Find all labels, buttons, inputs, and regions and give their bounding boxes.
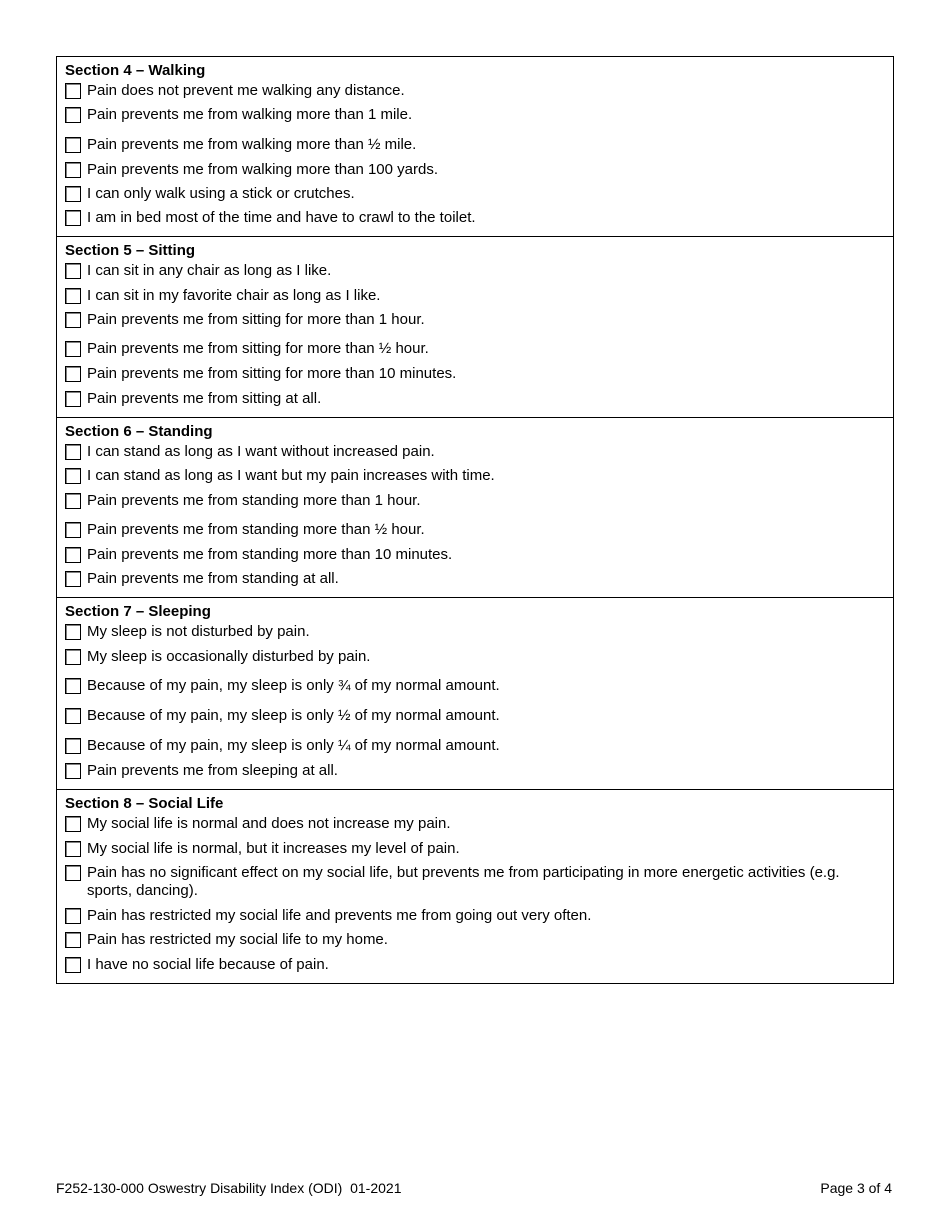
checkbox[interactable]	[65, 678, 81, 694]
section-title: Section 4 – Walking	[65, 62, 206, 79]
checkbox[interactable]	[65, 865, 81, 881]
checkbox[interactable]	[65, 493, 81, 509]
option-label: Pain prevents me from walking more than 100 yards.	[87, 160, 438, 178]
option-row	[65, 840, 885, 864]
checkbox[interactable]	[65, 107, 81, 123]
option-label: Pain has restricted my social life and prevents me from going out very often.	[87, 906, 592, 924]
questionnaire-table	[56, 56, 894, 984]
option-row	[65, 570, 885, 594]
section-title: Section 6 – Standing	[65, 422, 213, 440]
option-label: Because of my pain, my sleep is only ½ of my normal amount.	[87, 707, 500, 725]
checkbox[interactable]	[65, 932, 81, 948]
option-label: My social life is normal, but it increases my level of pain.	[87, 839, 460, 857]
checkbox[interactable]	[65, 816, 81, 832]
checkbox[interactable]	[65, 162, 81, 178]
option-label: Pain does not prevent me walking any distance.	[87, 82, 405, 99]
option-row	[65, 209, 885, 233]
page-number: Page 3 of 4	[820, 1180, 892, 1196]
option-row	[65, 672, 885, 702]
option-label: Pain prevents me from standing more than 1 hour.	[87, 491, 421, 509]
option-label: I can sit in my favorite chair as long as I like.	[87, 286, 381, 304]
option-label: Pain prevents me from walking more than 1 mile.	[87, 106, 413, 124]
checkbox[interactable]	[65, 137, 81, 153]
option-row	[65, 262, 885, 286]
checkbox[interactable]	[65, 763, 81, 779]
option-label: I can sit in any chair as long as I like.	[87, 262, 332, 280]
section-title: Section 7 – Sleeping	[65, 603, 211, 621]
option-row	[65, 931, 885, 955]
option-label: My sleep is not disturbed by pain.	[87, 623, 310, 641]
section-sleeping	[57, 597, 893, 789]
section-title: Section 8 – Social Life	[65, 795, 224, 813]
checkbox[interactable]	[65, 468, 81, 484]
checkbox[interactable]	[65, 547, 81, 563]
checkbox[interactable]	[65, 957, 81, 973]
checkbox[interactable]	[65, 341, 81, 357]
option-row	[65, 762, 885, 786]
checkbox[interactable]	[65, 649, 81, 665]
option-row	[65, 335, 885, 365]
option-row	[65, 82, 885, 106]
option-label: Pain prevents me from sitting for more than 1 hour.	[87, 311, 425, 329]
option-row	[65, 161, 885, 185]
option-row	[65, 287, 885, 311]
option-label: Because of my pain, my sleep is only ¼ of my normal amount.	[87, 737, 500, 755]
section-standing	[57, 417, 893, 597]
checkbox[interactable]	[65, 391, 81, 407]
option-row	[65, 443, 885, 467]
option-row	[65, 390, 885, 414]
option-label: My sleep is occasionally disturbed by pain.	[87, 647, 371, 665]
option-label: I can stand as long as I want without increased pain.	[87, 442, 435, 460]
checkbox[interactable]	[65, 312, 81, 328]
checkbox[interactable]	[65, 263, 81, 279]
checkbox[interactable]	[65, 571, 81, 587]
option-row	[65, 492, 885, 516]
option-label: I have no social life because of pain.	[87, 955, 329, 973]
option-row	[65, 907, 885, 931]
option-label: Pain prevents me from sitting for more than ½ hour.	[87, 340, 429, 358]
option-label: Pain prevents me from standing at all.	[87, 570, 339, 588]
option-label: I can only walk using a stick or crutches.	[87, 184, 355, 202]
option-label: Pain prevents me from sitting at all.	[87, 389, 322, 407]
option-row	[65, 311, 885, 335]
option-label: Pain prevents me from standing more than 10 minutes.	[87, 545, 453, 563]
checkbox[interactable]	[65, 366, 81, 382]
checkbox[interactable]	[65, 738, 81, 754]
section-walking	[57, 57, 893, 236]
checkbox[interactable]	[65, 186, 81, 202]
option-row	[65, 648, 885, 672]
option-row	[65, 864, 885, 907]
option-label: Pain prevents me from standing more than ½ hour.	[87, 520, 425, 538]
option-row	[65, 623, 885, 647]
checkbox[interactable]	[65, 444, 81, 460]
option-row	[65, 131, 885, 161]
option-row	[65, 815, 885, 839]
option-row	[65, 732, 885, 762]
option-row	[65, 702, 885, 732]
option-row	[65, 516, 885, 546]
section-title: Section 5 – Sitting	[65, 242, 196, 260]
checkbox[interactable]	[65, 83, 81, 99]
option-label: Pain has no significant effect on my social life, but prevents me from participating in more energetic activities (e.g. sports, dancing).	[87, 863, 840, 899]
option-row	[65, 956, 885, 980]
option-label: My social life is normal and does not increase my pain.	[87, 815, 451, 833]
form-identifier: F252-130-000 Oswestry Disability Index (ODI) 01-2021	[56, 1180, 402, 1196]
section-sitting	[57, 236, 893, 416]
option-label: Pain has restricted my social life to my home.	[87, 931, 388, 949]
option-row	[65, 106, 885, 130]
checkbox[interactable]	[65, 841, 81, 857]
checkbox[interactable]	[65, 908, 81, 924]
checkbox[interactable]	[65, 624, 81, 640]
option-row	[65, 185, 885, 209]
option-label: Pain prevents me from walking more than ½ mile.	[87, 135, 417, 153]
option-row	[65, 546, 885, 570]
option-label: I am in bed most of the time and have to crawl to the toilet.	[87, 209, 476, 227]
checkbox[interactable]	[65, 288, 81, 304]
option-label: I can stand as long as I want but my pain increases with time.	[87, 467, 495, 485]
checkbox[interactable]	[65, 522, 81, 538]
option-row	[65, 467, 885, 491]
checkbox[interactable]	[65, 210, 81, 226]
option-label: Pain prevents me from sleeping at all.	[87, 762, 338, 780]
section-social-life	[57, 789, 893, 982]
checkbox[interactable]	[65, 708, 81, 724]
option-label: Pain prevents me from sitting for more than 10 minutes.	[87, 365, 457, 383]
option-label: Because of my pain, my sleep is only ¾ of my normal amount.	[87, 677, 500, 695]
option-row	[65, 365, 885, 389]
